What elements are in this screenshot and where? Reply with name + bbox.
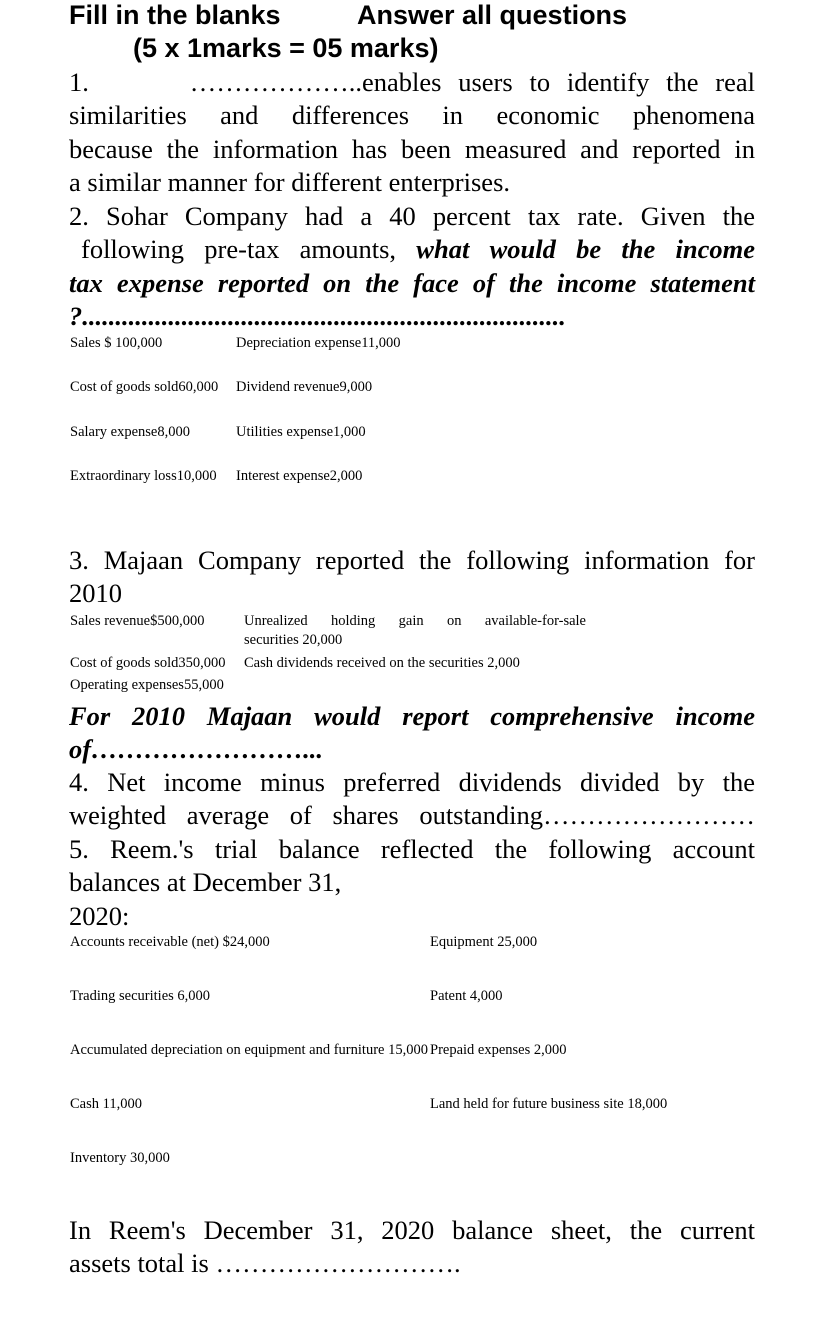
- q4-line-1: 4. Net income minus preferred dividends divided by the: [69, 767, 755, 797]
- q2-cell: Depreciation expense11,000: [236, 335, 401, 351]
- q3-cell: Cost of goods sold350,000: [70, 655, 226, 671]
- q4-line-2: weighted average of shares outstanding……………………: [69, 800, 755, 831]
- q1-line-2: similarities and differences in economic phenomena: [69, 100, 755, 131]
- q3-question-line-2: of……………………...: [69, 734, 323, 765]
- q5-cell: Patent 4,000: [430, 988, 503, 1004]
- question-5-prompt: [69, 1214, 755, 1281]
- q1-line-3: because the information has been measured and reported in: [69, 133, 755, 164]
- q2-cell: Interest expense2,000: [236, 468, 363, 484]
- q2-cell: Cost of goods sold60,000: [70, 379, 219, 395]
- heading-marks: (5 x 1marks = 05 marks): [133, 33, 439, 63]
- q3-line-2: 2010: [69, 578, 122, 609]
- q1-line-4: a similar manner for different enterprises.: [69, 167, 511, 198]
- q5-line-3: 2020:: [69, 900, 130, 931]
- q2-line-4: ?.........................................................................: [69, 301, 566, 332]
- q3-line-1: 3. Majaan Company reported the following information for: [69, 545, 755, 575]
- q2-line-2: following pre-tax amounts, what would be the income: [81, 234, 755, 265]
- q5-question-line-1: In Reem's December 31, 2020 balance sheet, the current: [69, 1215, 755, 1245]
- q5-cell: Prepaid expenses 2,000: [430, 1042, 567, 1058]
- q5-cell: Cash 11,000: [70, 1096, 142, 1112]
- q5-line-2: balances at December 31,: [69, 867, 342, 898]
- q5-cell: Inventory 30,000: [70, 1150, 170, 1166]
- q1-line-1: 1. ………………..enables users to identify the real: [69, 67, 756, 97]
- question-4: [69, 766, 755, 833]
- q5-cell: Equipment 25,000: [430, 934, 538, 950]
- question-3-prompt: [69, 700, 755, 767]
- q2-line-3: tax expense reported on the face of the income statement: [69, 267, 755, 298]
- question-2: [69, 200, 755, 334]
- heading-answer-all: Answer all questions: [357, 0, 628, 30]
- q2-line-1: 2. Sohar Company had a 40 percent tax rate. Given the: [69, 201, 755, 231]
- heading-fill-in-blanks: Fill in the blanks: [69, 0, 281, 30]
- question-1: [69, 66, 755, 200]
- q5-question-line-2: assets total is ……………………….: [69, 1248, 461, 1279]
- q3-cell: Cash dividends received on the securities 2,000: [244, 655, 520, 671]
- question-3: [69, 544, 755, 611]
- q3-cell: Unrealized holding gain on available-for-sale: [244, 613, 586, 629]
- q2-cell: Sales $ 100,000: [70, 335, 163, 351]
- q5-cell: Accounts receivable (net) $24,000: [70, 934, 270, 950]
- q2-cell: Dividend revenue9,000: [236, 379, 373, 395]
- q5-line-1: 5. Reem.'s trial balance reflected the following account: [69, 834, 755, 864]
- q5-cell: Trading securities 6,000: [70, 988, 211, 1004]
- q3-question-line-1: For 2010 Majaan would report comprehensive income: [69, 701, 755, 731]
- q2-cell: Salary expense8,000: [70, 424, 190, 440]
- q2-cell: Utilities expense1,000: [236, 424, 366, 440]
- question-5: [69, 833, 755, 933]
- q5-cell: Accumulated depreciation on equipment and furniture 15,000: [70, 1042, 428, 1058]
- q3-cell: Sales revenue$500,000: [70, 613, 205, 629]
- q2-cell: Extraordinary loss10,000: [70, 468, 217, 484]
- q3-cell: securities 20,000: [244, 632, 343, 648]
- q3-cell: Operating expenses55,000: [70, 677, 224, 693]
- q5-cell: Land held for future business site 18,000: [430, 1096, 668, 1112]
